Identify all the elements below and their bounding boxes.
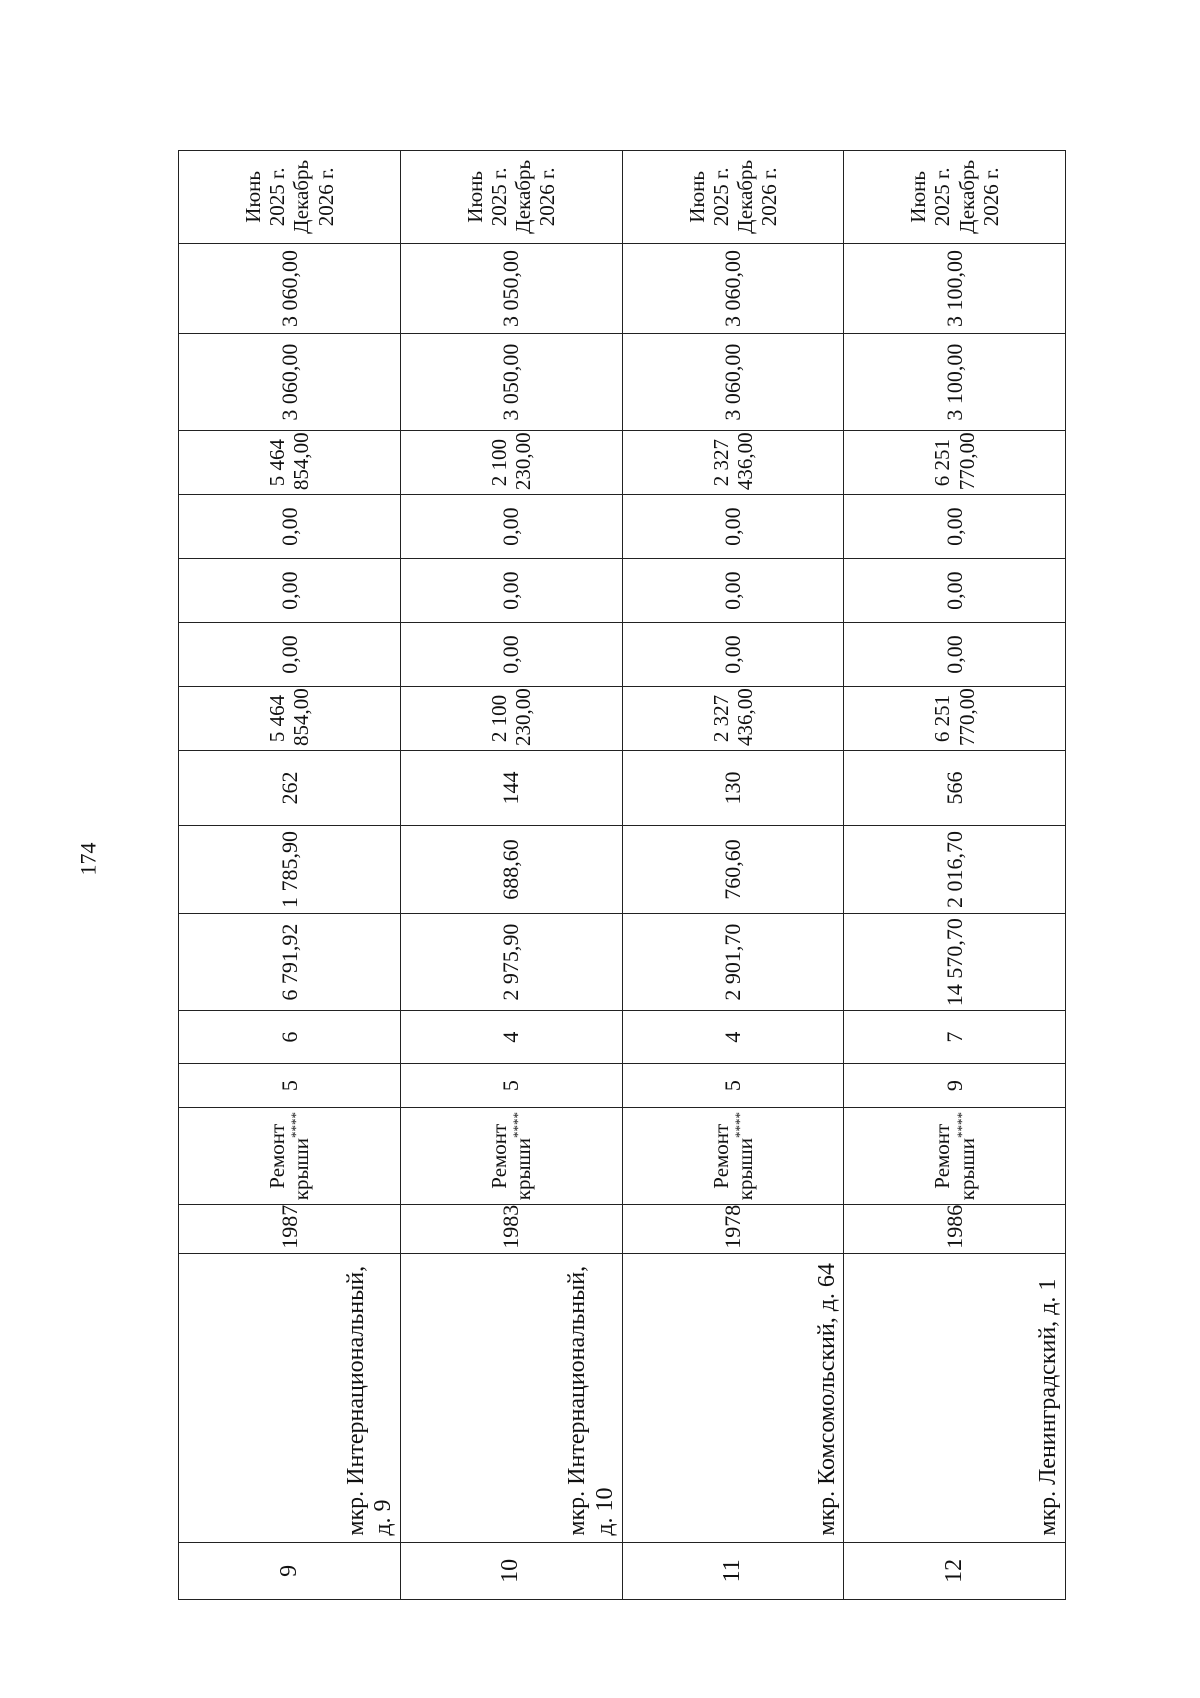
footnote-mark: **** bbox=[953, 1112, 969, 1139]
local-cost-value: 0,00 bbox=[941, 507, 967, 546]
entrances-value: 7 bbox=[941, 1031, 967, 1043]
max-unit-cost-value: 3 100,00 bbox=[941, 249, 967, 327]
region-cost-value: 0,00 bbox=[498, 571, 524, 610]
max-unit-cost-cell bbox=[179, 243, 401, 333]
total-cost-cell bbox=[179, 687, 401, 751]
year-cell bbox=[622, 1205, 844, 1254]
row-number bbox=[844, 1542, 1066, 1599]
residents-value: 262 bbox=[276, 771, 302, 805]
local-cost-value: 0,00 bbox=[720, 507, 746, 546]
period-end: Декабрь 2026 г. bbox=[732, 159, 782, 234]
region-cost-value: 0,00 bbox=[720, 571, 746, 610]
address-value: мкр. Интернациональный, д. 9 bbox=[342, 1265, 397, 1536]
fund-cost-cell bbox=[844, 623, 1066, 687]
total-area-value: 2 975,90 bbox=[498, 923, 524, 1001]
fund-cost-value: 0,00 bbox=[276, 635, 302, 674]
work-type-label: Ремонт крыши bbox=[486, 1123, 536, 1201]
owners-cost-cell bbox=[622, 431, 844, 495]
period-end: Декабрь 2026 г. bbox=[954, 159, 1003, 234]
floors-value: 5 bbox=[720, 1080, 746, 1092]
floors-value: 9 bbox=[941, 1080, 967, 1092]
unit-cost-cell bbox=[622, 334, 844, 431]
fund-cost-value: 0,00 bbox=[720, 635, 746, 674]
total-cost-value: 6 251 770,00 bbox=[930, 688, 979, 746]
owners-cost-value: 2 100 230,00 bbox=[486, 432, 536, 491]
living-area-cell bbox=[400, 825, 622, 913]
year-cell bbox=[179, 1205, 401, 1254]
work-type-label: Ремонт крыши bbox=[930, 1123, 979, 1201]
living-area-cell bbox=[844, 825, 1066, 913]
total-cost-value: 2 327 436,00 bbox=[708, 688, 757, 746]
address-cell bbox=[844, 1253, 1066, 1542]
repair-schedule-table bbox=[178, 150, 1066, 1600]
owners-cost-value: 5 464 854,00 bbox=[265, 432, 314, 491]
entrances-cell bbox=[400, 1011, 622, 1064]
max-unit-cost-cell bbox=[844, 243, 1066, 333]
period-cell bbox=[622, 151, 844, 244]
max-unit-cost-value: 3 060,00 bbox=[276, 249, 302, 327]
total-area-value: 14 570,70 bbox=[941, 918, 967, 1007]
row-number: 9 bbox=[275, 1564, 302, 1577]
floors-value: 5 bbox=[276, 1080, 302, 1092]
table-row bbox=[400, 151, 622, 1600]
work-type-cell bbox=[400, 1108, 622, 1205]
rotated-table-container bbox=[178, 150, 1066, 1600]
address-cell bbox=[179, 1253, 401, 1542]
local-cost-cell bbox=[622, 495, 844, 559]
table-row bbox=[179, 151, 401, 1600]
table-row bbox=[622, 151, 844, 1600]
period-end: Декабрь 2026 г. bbox=[511, 159, 560, 234]
owners-cost-cell bbox=[400, 431, 622, 495]
rotated-table-wrapper bbox=[178, 150, 1066, 1600]
period-start: Июнь 2025 г. bbox=[906, 167, 955, 227]
work-type-cell bbox=[179, 1108, 401, 1205]
owners-cost-cell bbox=[179, 431, 401, 495]
max-unit-cost-cell bbox=[622, 243, 844, 333]
residents-value: 130 bbox=[720, 771, 746, 805]
footnote-mark: **** bbox=[510, 1112, 526, 1139]
living-area-value: 760,60 bbox=[720, 839, 746, 900]
address-cell bbox=[400, 1253, 622, 1542]
period-start: Июнь 2025 г. bbox=[684, 167, 733, 227]
total-area-cell bbox=[400, 914, 622, 1011]
row-number bbox=[179, 1542, 401, 1599]
residents-cell bbox=[179, 750, 401, 825]
footnote-mark: **** bbox=[731, 1112, 747, 1139]
total-cost-value: 5 464 854,00 bbox=[265, 688, 314, 746]
residents-cell bbox=[400, 750, 622, 825]
period-start: Июнь 2025 г. bbox=[462, 167, 511, 227]
local-cost-cell bbox=[179, 495, 401, 559]
living-area-value: 1 785,90 bbox=[276, 831, 302, 909]
work-type-label: Ремонт крыши bbox=[265, 1123, 314, 1201]
entrances-value: 6 bbox=[276, 1031, 302, 1043]
local-cost-cell bbox=[844, 495, 1066, 559]
living-area-cell bbox=[179, 825, 401, 913]
floors-cell bbox=[622, 1064, 844, 1108]
footnote-mark: **** bbox=[288, 1112, 304, 1139]
local-cost-cell bbox=[400, 495, 622, 559]
region-cost-value: 0,00 bbox=[276, 571, 302, 610]
entrances-value: 4 bbox=[720, 1031, 746, 1043]
total-cost-value: 2 100 230,00 bbox=[486, 688, 536, 746]
region-cost-cell bbox=[400, 559, 622, 623]
max-unit-cost-value: 3 050,00 bbox=[498, 249, 524, 327]
table-row bbox=[844, 151, 1066, 1600]
period-end: Декабрь 2026 г. bbox=[289, 159, 338, 234]
row-number: 12 bbox=[940, 1558, 967, 1583]
row-number bbox=[622, 1542, 844, 1599]
total-area-value: 2 901,70 bbox=[720, 923, 746, 1001]
year-value: 1983 bbox=[498, 1204, 524, 1249]
period-cell bbox=[400, 151, 622, 244]
residents-cell bbox=[622, 750, 844, 825]
year-cell bbox=[844, 1205, 1066, 1254]
fund-cost-cell bbox=[400, 623, 622, 687]
floors-cell bbox=[400, 1064, 622, 1108]
fund-cost-cell bbox=[179, 623, 401, 687]
unit-cost-value: 3 100,00 bbox=[941, 343, 967, 421]
page-number: 174 bbox=[75, 842, 101, 876]
living-area-cell bbox=[622, 825, 844, 913]
work-type-cell bbox=[622, 1108, 844, 1205]
max-unit-cost-value: 3 060,00 bbox=[720, 249, 746, 327]
year-value: 1987 bbox=[276, 1204, 302, 1249]
unit-cost-value: 3 060,00 bbox=[720, 343, 746, 421]
entrances-cell bbox=[622, 1011, 844, 1064]
work-type-label: Ремонт крыши bbox=[708, 1123, 757, 1201]
region-cost-cell bbox=[844, 559, 1066, 623]
local-cost-value: 0,00 bbox=[498, 507, 524, 546]
year-value: 1978 bbox=[720, 1204, 746, 1249]
total-area-value: 6 791,92 bbox=[276, 923, 302, 1001]
local-cost-value: 0,00 bbox=[276, 507, 302, 546]
floors-cell bbox=[179, 1064, 401, 1108]
owners-cost-value: 6 251 770,00 bbox=[930, 432, 979, 491]
unit-cost-value: 3 060,00 bbox=[276, 343, 302, 421]
unit-cost-cell bbox=[844, 334, 1066, 431]
address-value: мкр. Комсомольский, д. 64 bbox=[813, 1263, 840, 1536]
owners-cost-value: 2 327 436,00 bbox=[708, 432, 757, 491]
total-area-cell bbox=[844, 914, 1066, 1011]
region-cost-cell bbox=[179, 559, 401, 623]
floors-value: 5 bbox=[498, 1080, 524, 1092]
row-number bbox=[400, 1542, 622, 1599]
living-area-value: 688,60 bbox=[498, 839, 524, 900]
total-area-cell bbox=[179, 914, 401, 1011]
unit-cost-cell bbox=[179, 334, 401, 431]
residents-value: 566 bbox=[941, 771, 967, 805]
work-type-cell bbox=[844, 1108, 1066, 1205]
fund-cost-cell bbox=[622, 623, 844, 687]
max-unit-cost-cell bbox=[400, 243, 622, 333]
owners-cost-cell bbox=[844, 431, 1066, 495]
unit-cost-cell bbox=[400, 334, 622, 431]
entrances-cell bbox=[844, 1011, 1066, 1064]
region-cost-cell bbox=[622, 559, 844, 623]
entrances-value: 4 bbox=[498, 1031, 524, 1043]
address-value: мкр. Интернациональный, д. 10 bbox=[564, 1265, 618, 1536]
living-area-value: 2 016,70 bbox=[941, 831, 967, 909]
total-cost-cell bbox=[400, 687, 622, 751]
period-start: Июнь 2025 г. bbox=[241, 167, 290, 227]
year-value: 1986 bbox=[941, 1204, 967, 1249]
address-cell bbox=[622, 1253, 844, 1542]
period-cell bbox=[844, 151, 1066, 244]
unit-cost-value: 3 050,00 bbox=[498, 343, 524, 421]
fund-cost-value: 0,00 bbox=[941, 635, 967, 674]
address-value: мкр. Ленинградский, д. 1 bbox=[1035, 1278, 1062, 1536]
floors-cell bbox=[844, 1064, 1066, 1108]
region-cost-value: 0,00 bbox=[941, 571, 967, 610]
fund-cost-value: 0,00 bbox=[498, 635, 524, 674]
period-cell bbox=[179, 151, 401, 244]
total-area-cell bbox=[622, 914, 844, 1011]
entrances-cell bbox=[179, 1011, 401, 1064]
residents-value: 144 bbox=[498, 771, 524, 805]
total-cost-cell bbox=[844, 687, 1066, 751]
row-number: 10 bbox=[497, 1558, 524, 1583]
total-cost-cell bbox=[622, 687, 844, 751]
year-cell bbox=[400, 1205, 622, 1254]
residents-cell bbox=[844, 750, 1066, 825]
row-number: 11 bbox=[719, 1559, 746, 1583]
